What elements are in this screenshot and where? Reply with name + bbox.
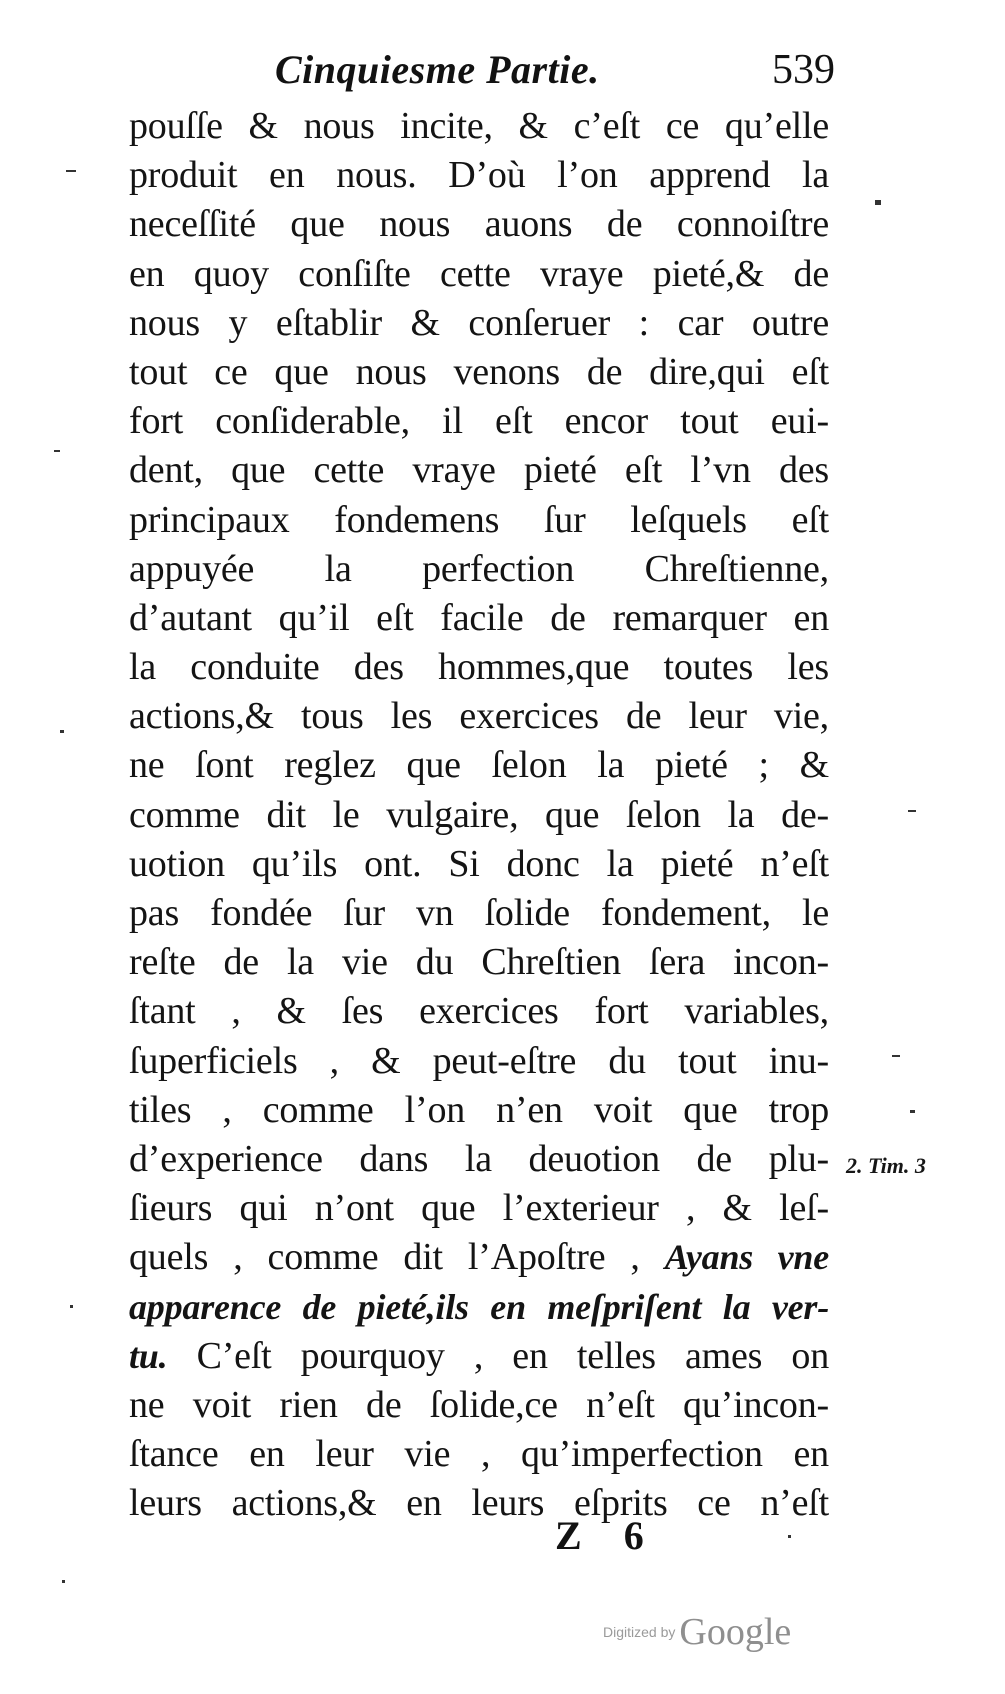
- text-line: ne voit rien de ſolide,ce n’eſt qu’incon-: [129, 1383, 829, 1426]
- text-line: ne ſont reglez que ſelon la pieté ; &: [129, 744, 829, 787]
- quote-line: [129, 1233, 829, 1282]
- text-line: ſtance en leur vie , qu’imperfection en: [129, 1433, 829, 1476]
- text-line: nous y eſtablir & conſeruer : car outre: [129, 301, 829, 344]
- text-line: ſuperficiels , & peut-eſtre du tout inu-: [129, 1039, 829, 1082]
- text-line: pouſſe & nous incite, & c’eſt ce qu’elle: [129, 105, 829, 147]
- text-line: ſtant , & ſes exercices fort variables,: [129, 990, 829, 1033]
- text-line: produit en nous. D’où l’on apprend la: [129, 154, 829, 197]
- running-head: Cinquiesme Partie.: [275, 47, 600, 92]
- margin-note-reference: 2. Tim. 3: [846, 1153, 926, 1178]
- text-line: neceſſité que nous auons de connoiſtre: [129, 203, 829, 246]
- text-line: leurs actions,& en leurs eſprits ce n’eſt: [129, 1482, 829, 1525]
- scan-speck: [892, 1055, 900, 1057]
- scan-speck: [910, 1110, 915, 1113]
- scan-speck: [788, 1535, 791, 1538]
- text-line: la conduite des hommes,que toutes les: [129, 646, 829, 689]
- text-line: appuyée la perfection Chreſtienne,: [129, 547, 829, 590]
- scan-speck: [60, 730, 64, 733]
- text-line: principaux fondemens ſur leſquels eſt: [129, 498, 829, 541]
- text-line: tout ce que nous venons de dire,qui eſt: [129, 350, 829, 393]
- quote-trail-text: C’eſt pourquoy , en telles ames on: [167, 1334, 829, 1377]
- quote-lead-text: quels , comme dit l’Apoſtre ,: [129, 1236, 665, 1279]
- signature-letter: Z: [555, 1513, 588, 1558]
- text-line: dent, que cette vraye pieté eſt l’vn des: [129, 449, 829, 492]
- quote-line: [129, 1283, 829, 1332]
- quotation-italic: apparence de pieté,ils en meſpriſent la ver-: [129, 1286, 829, 1327]
- text-line: comme dit le vulgaire, que ſelon la de-: [129, 793, 829, 836]
- body-text: [129, 102, 829, 1528]
- quotation-italic: tu.: [129, 1335, 168, 1376]
- text-line: ſieurs qui n’ont que l’exterieur , & leſ-: [129, 1187, 829, 1230]
- watermark-digitized-text: Digitized by: [603, 1624, 676, 1640]
- text-line: fort conſiderable, il eſt encor tout eui-: [129, 400, 829, 443]
- text-line: pas fondée ſur vn ſolide fondement, le: [129, 892, 829, 934]
- text-line: uotion qu’ils ont. Si donc la pieté n’eſt: [129, 842, 829, 885]
- scan-speck: [66, 170, 76, 172]
- text-line: reſte de la vie du Chreſtien ſera incon-: [129, 941, 829, 984]
- scan-speck: [908, 810, 916, 812]
- scan-speck: [54, 450, 60, 452]
- quotation-italic: Ayans vne: [664, 1237, 830, 1278]
- signature-number: 6: [623, 1513, 650, 1558]
- scan-speck: [62, 1580, 65, 1583]
- text-line: d’experience dans la deuotion de plu-: [129, 1137, 829, 1180]
- quote-line: [129, 1332, 829, 1381]
- signature-mark: [555, 1512, 650, 1559]
- text-line: en quoy conſiſte cette vraye pieté,& de: [129, 252, 829, 295]
- page-header: [275, 44, 835, 96]
- digitized-watermark: [603, 1610, 791, 1654]
- text-line: tiles , comme l’on n’en voit que trop: [129, 1088, 829, 1131]
- text-line: d’autant qu’il eſt facile de remarquer en: [129, 596, 829, 639]
- page-number: 539: [772, 47, 835, 93]
- scan-speck: [70, 1305, 73, 1308]
- text-line: actions,& tous les exercices de leur vie,: [129, 695, 829, 738]
- scan-speck: [875, 200, 881, 205]
- watermark-brand: Google: [679, 1611, 792, 1653]
